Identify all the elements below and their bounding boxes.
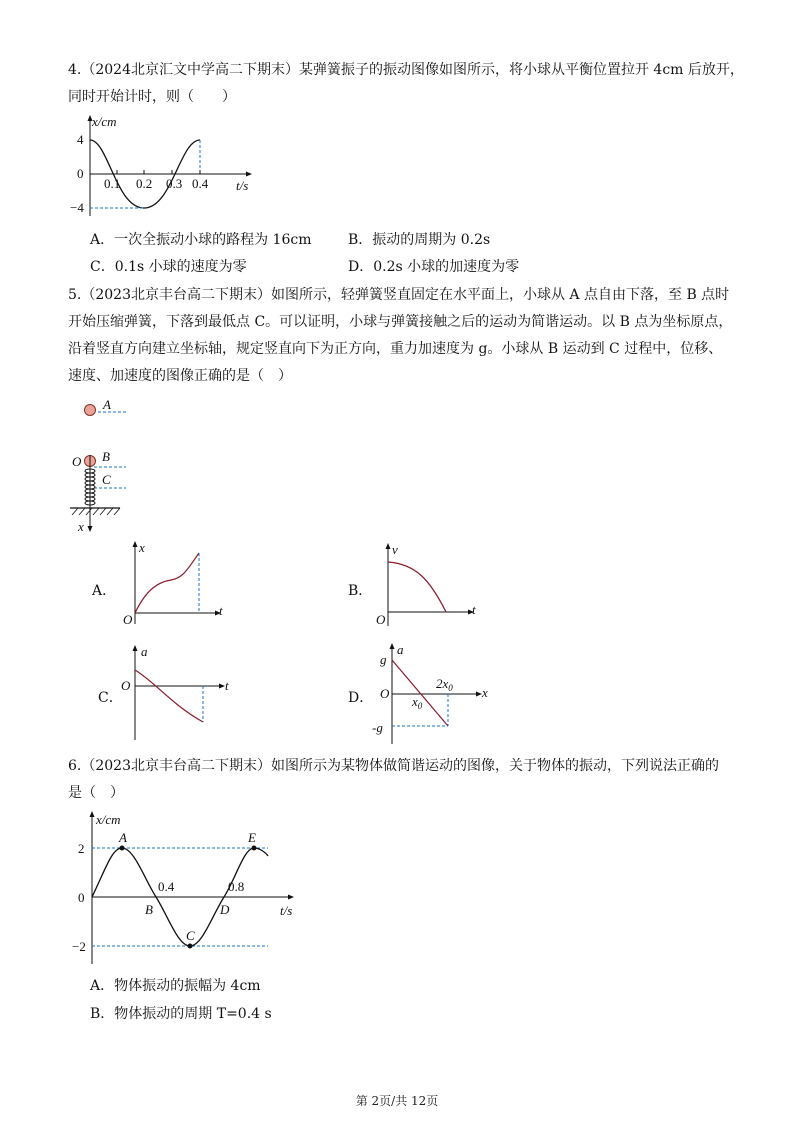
q4-option-c: C．0.1s 小球的速度为零: [90, 259, 247, 275]
q5-option-a-graph: [115, 538, 235, 628]
page-footer: 第 2页/共 12页: [355, 1094, 439, 1108]
q5-option-d-graph: [370, 640, 500, 748]
q5-option-c-graph: [115, 642, 245, 742]
q5-option-b-label: B．: [348, 583, 373, 599]
q4-tick-0.1: 0.1: [104, 176, 121, 191]
label-b: B: [102, 449, 110, 464]
q4-option-a: A．一次全振动小球的路程为 16cm: [90, 232, 312, 248]
svg-text:0.4: 0.4: [158, 879, 175, 894]
q4-tick-0.2: 0.2: [136, 176, 153, 191]
q5-stem-line2: 开始压缩弹簧，下落到最低点 C。可以证明，小球与弹簧接触之后的运动为简谐运动。以 B 点为坐标原点，: [68, 314, 733, 330]
svg-text:x/cm: x/cm: [96, 812, 121, 827]
q4-tick-0.4: 0.4: [192, 176, 209, 191]
svg-text:a: a: [141, 644, 148, 659]
q6-option-a: A．物体振动的振幅为 4cm: [90, 978, 261, 994]
q5-option-b-graph: [368, 540, 488, 630]
q6-oscillation-graph: [72, 808, 312, 968]
svg-text:0.8: 0.8: [228, 879, 245, 894]
q4-oscillation-graph: [70, 112, 260, 222]
svg-text:C: C: [186, 928, 195, 943]
svg-text:x: x: [139, 540, 145, 555]
q4-option-b: B．振动的周期为 0.2s: [348, 232, 491, 248]
q5-option-d-label: D．: [348, 690, 374, 706]
svg-text:E: E: [248, 830, 256, 845]
svg-text:x: x: [482, 685, 488, 700]
q5-option-c-label: C．: [98, 690, 123, 706]
q5-stem-line3: 沿着竖直方向建立坐标轴，规定竖直向下为正方向，重力加速度为 g。小球从 B 运动到 C 过程中，位移、: [68, 341, 723, 357]
svg-text:0: 0: [78, 890, 85, 905]
q5-stem-line4: 速度、加速度的图像正确的是（ ）: [68, 368, 292, 384]
svg-text:O: O: [376, 612, 386, 627]
q4-y-top: 4: [77, 132, 84, 147]
svg-text:O: O: [123, 612, 133, 627]
svg-text:v: v: [392, 542, 398, 557]
svg-text:B: B: [145, 902, 153, 917]
svg-text:x0: $x_0$: [412, 694, 423, 711]
svg-text:g: g: [380, 652, 387, 667]
q4-xlabel: t/s: [236, 178, 249, 193]
svg-text:2x0: $2x_0$: [436, 676, 453, 693]
q4-tick-0.3: 0.3: [166, 176, 183, 191]
svg-text:-g: -g: [372, 720, 383, 735]
svg-text:O: O: [121, 678, 131, 693]
q4-stem-line1: 4.（2024北京汇文中学高二下期末）某弹簧振子的振动图像如图所示，将小球从平衡位置拉开 4cm 后放开，: [68, 62, 744, 78]
svg-text:O: O: [380, 686, 390, 701]
ball-at-a: [85, 405, 96, 416]
q4-option-d: D．0.2s 小球的加速度为零: [348, 259, 520, 275]
q6-option-b: B．物体振动的周期 T=0.4 s: [90, 1006, 272, 1022]
label-a: A: [103, 397, 111, 412]
svg-text:A: A: [119, 830, 127, 845]
q6-stem-line2: 是（ ）: [68, 785, 124, 801]
svg-text:−2: −2: [72, 939, 86, 954]
q4-y-bottom: −4: [70, 200, 84, 215]
svg-text:a: a: [397, 642, 404, 657]
svg-text:t: t: [219, 603, 223, 618]
label-c: C: [102, 472, 111, 487]
svg-text:t: t: [225, 678, 229, 693]
svg-text:D: D: [220, 902, 230, 917]
q5-option-a-label: A．: [92, 583, 117, 599]
q4-stem-line2: 同时开始计时，则（ ）: [68, 89, 236, 105]
q4-y-zero: 0: [77, 166, 84, 181]
q4-ylabel: x/cm: [92, 114, 117, 129]
q5-stem-line1: 5.（2023北京丰台高二下期末）如图所示，轻弹簧竖直固定在水平面上，小球从 A 点自由下落，至 B 点时: [68, 287, 730, 303]
svg-text:t: t: [472, 602, 476, 617]
q6-stem-line1: 6.（2023北京丰台高二下期末）如图所示为某物体做简谐运动的图像，关于物体的振动，下列说法正确的: [68, 758, 719, 774]
label-x: x: [78, 519, 84, 534]
label-o: O: [72, 454, 82, 469]
svg-text:t/s: t/s: [280, 903, 293, 918]
svg-text:2: 2: [78, 841, 85, 856]
q5-spring-figure: [70, 395, 150, 535]
